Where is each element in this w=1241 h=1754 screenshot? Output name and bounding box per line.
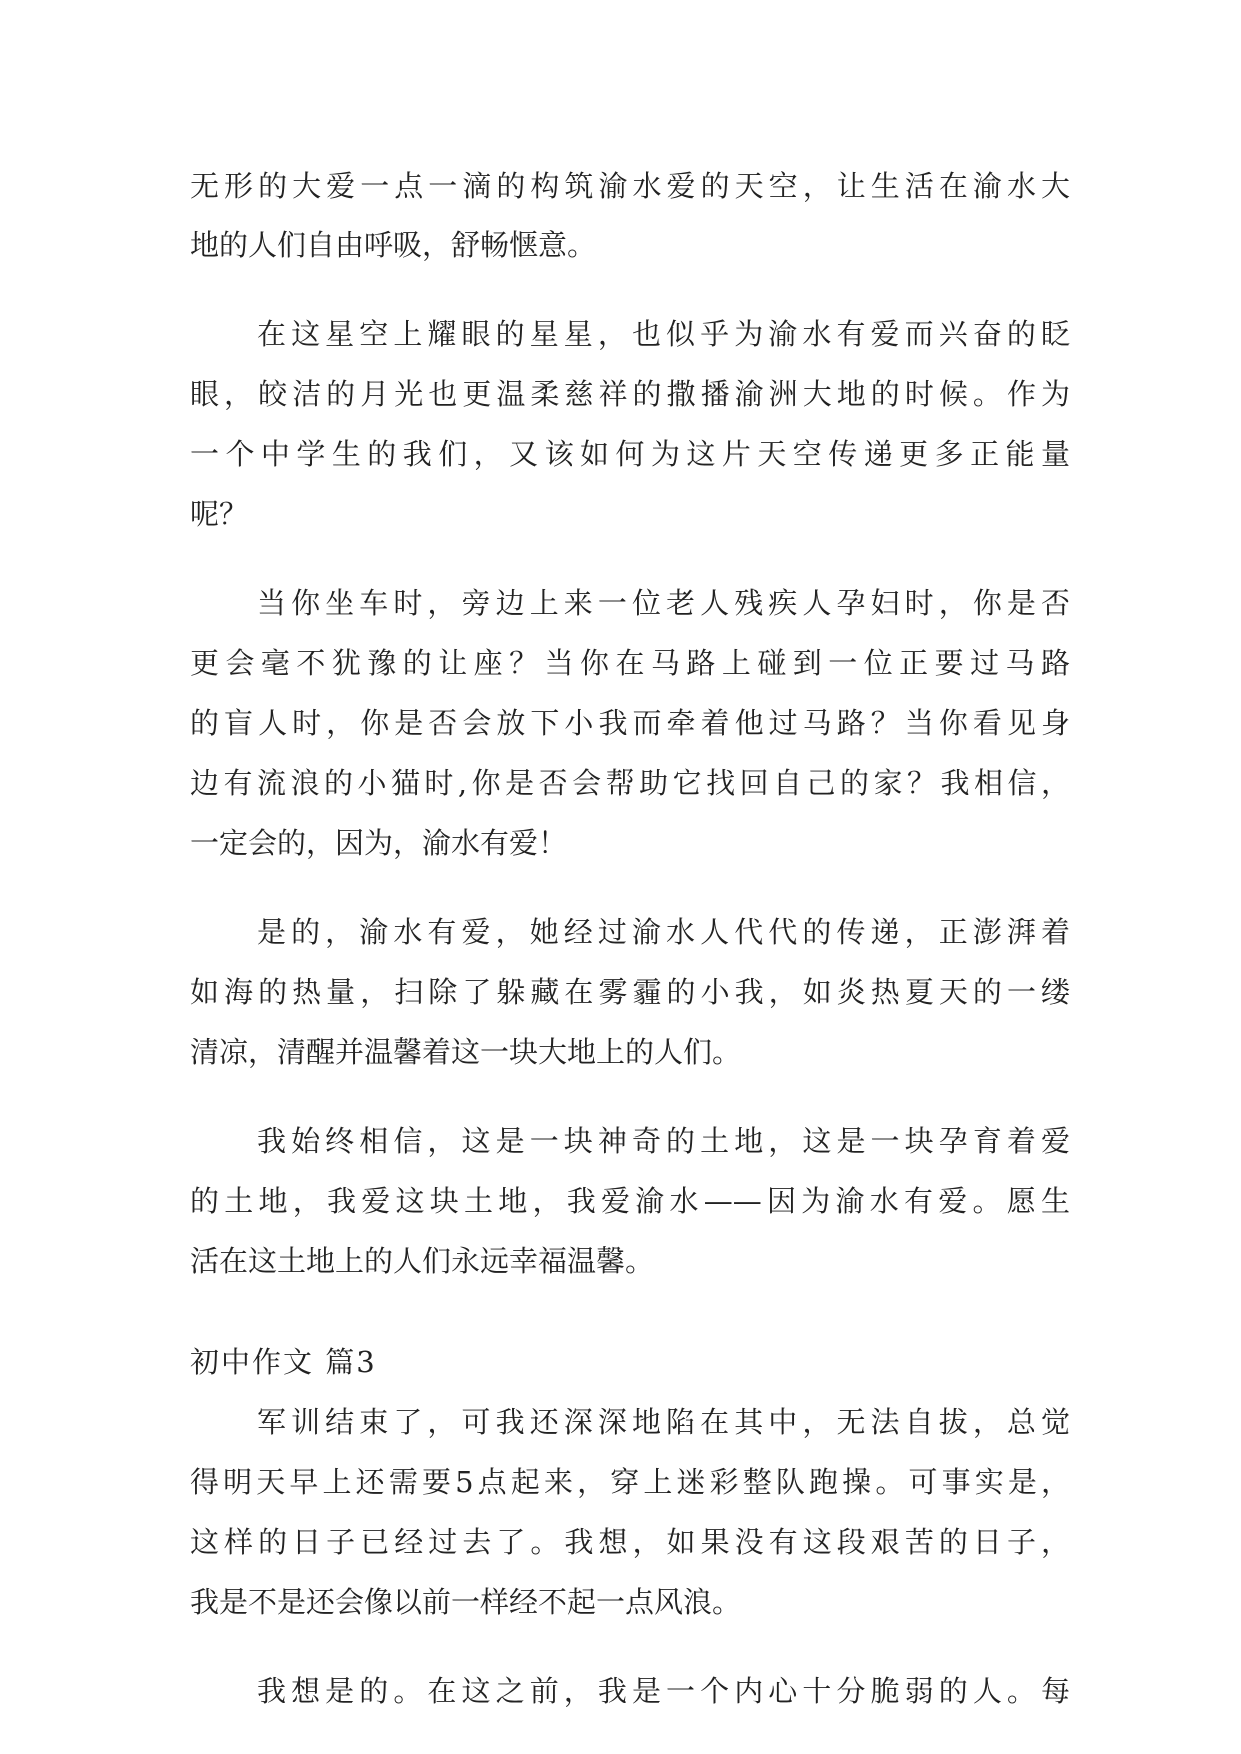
text-line: 如海的热量，扫除了躲藏在雾霾的小我，如炎热夏天的一缕	[190, 975, 1070, 1009]
text-line: 当你坐车时，旁边上来一位老人残疾人孕妇时，你是否	[257, 586, 1070, 620]
section-heading: 初中作文 篇3	[190, 1345, 377, 1379]
text-line: 地的人们自由呼吸，舒畅惬意。	[190, 228, 597, 262]
text-line: 我始终相信，这是一块神奇的土地，这是一块孕育着爱	[257, 1124, 1070, 1158]
text-line: 一个中学生的我们，又该如何为这片天空传递更多正能量	[190, 437, 1070, 471]
text-line: 是的，渝水有爱，她经过渝水人代代的传递，正澎湃着	[257, 915, 1070, 949]
text-line: 我是不是还会像以前一样经不起一点风浪。	[190, 1585, 742, 1619]
text-line: 的盲人时，你是否会放下小我而牵着他过马路？当你看见身	[190, 706, 1070, 740]
text-line: 军训结束了，可我还深深地陷在其中，无法自拔，总觉	[257, 1405, 1070, 1439]
text-line: 一定会的，因为，渝水有爱！	[190, 826, 568, 860]
text-line: 更会毫不犹豫的让座？当你在马路上碰到一位正要过马路	[190, 646, 1070, 680]
text-line: 得明天早上还需要5点起来，穿上迷彩整队跑操。可事实是，	[190, 1465, 1070, 1499]
text-line: 边有流浪的小猫时,你是否会帮助它找回自己的家？我相信，	[190, 766, 1070, 800]
text-line: 清凉，清醒并温馨着这一块大地上的人们。	[190, 1035, 742, 1069]
text-line: 活在这土地上的人们永远幸福温馨。	[190, 1244, 655, 1278]
text-line: 我想是的。在这之前，我是一个内心十分脆弱的人。每	[257, 1674, 1070, 1708]
text-line: 的土地，我爱这块土地，我爱渝水——因为渝水有爱。愿生	[190, 1184, 1070, 1218]
text-line: 呢？	[190, 497, 249, 531]
text-line: 无形的大爱一点一滴的构筑渝水爱的天空，让生活在渝水大	[190, 169, 1070, 203]
text-line: 在这星空上耀眼的星星，也似乎为渝水有爱而兴奋的眨	[257, 317, 1070, 351]
text-line: 这样的日子已经过去了。我想，如果没有这段艰苦的日子，	[190, 1525, 1070, 1559]
text-line: 眼，皎洁的月光也更温柔慈祥的撒播渝洲大地的时候。作为	[190, 377, 1070, 411]
